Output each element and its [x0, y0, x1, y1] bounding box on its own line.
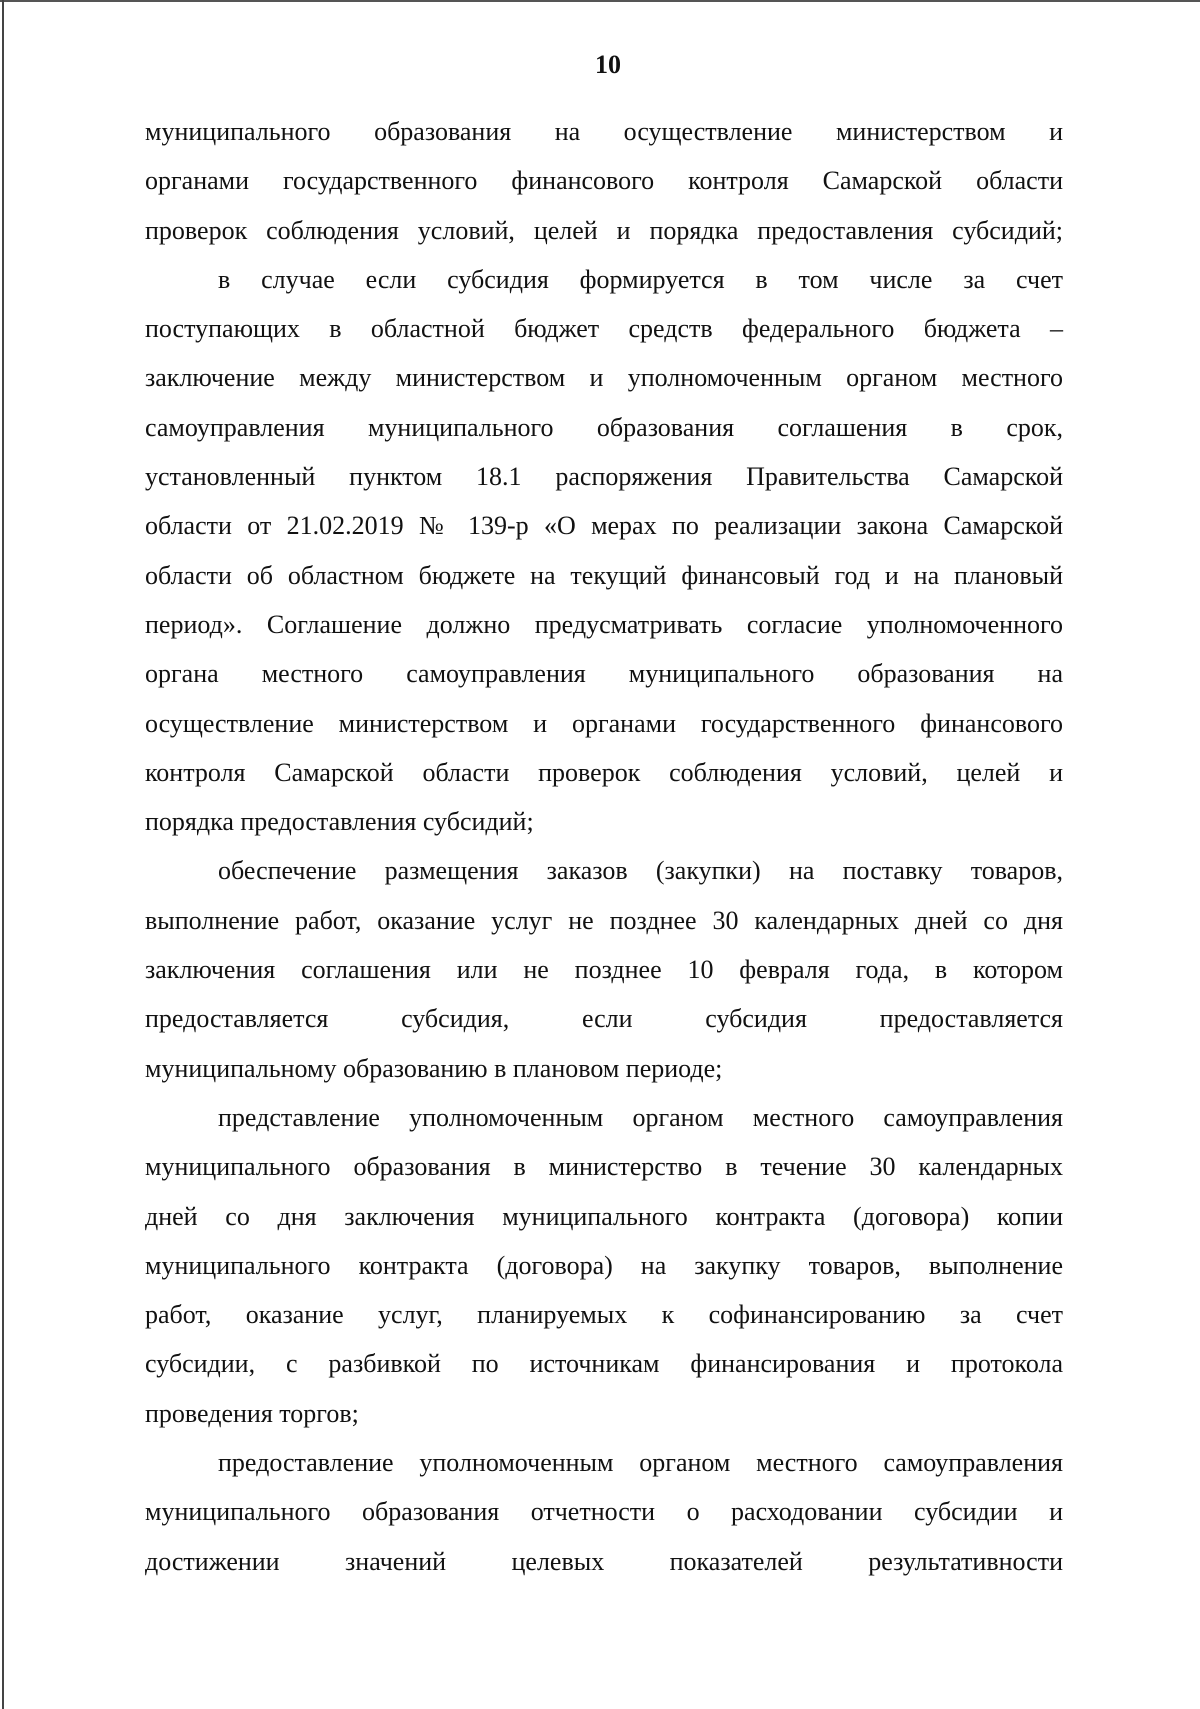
- text-line: заключения соглашения или не позднее 10 февраля года, в котором: [145, 955, 1063, 985]
- document-body: [145, 107, 1063, 1586]
- text-line: обеспечение размещения заказов (закупки) на поставку товаров,: [218, 856, 1063, 886]
- text-line: период». Соглашение должно предусматривать согласие уполномоченного: [145, 609, 1063, 639]
- text-line: органами государственного финансового контроля Самарской области: [145, 166, 1063, 196]
- text-line: органа местного самоуправления муниципального образования на: [145, 659, 1063, 689]
- text-line: представление уполномоченным органом местного самоуправления: [218, 1102, 1063, 1132]
- text-line: области от 21.02.2019 № 139-р «О мерах по реализации закона Самарской: [145, 511, 1063, 541]
- text-line: выполнение работ, оказание услуг не позднее 30 календарных дней со дня: [145, 905, 1063, 935]
- text-line: муниципального образования в министерство в течение 30 календарных: [145, 1152, 1063, 1182]
- text-line: установленный пунктом 18.1 распоряжения Правительства Самарской: [145, 462, 1063, 492]
- text-line: осуществление министерством и органами государственного финансового: [145, 708, 1063, 738]
- text-line: субсидии, с разбивкой по источникам финансирования и протокола: [145, 1349, 1063, 1379]
- text-line: предоставляется субсидия, если субсидия предоставляется: [145, 1004, 1063, 1034]
- text-line: порядка предоставления субсидий;: [145, 807, 534, 837]
- text-line: самоуправления муниципального образования соглашения в срок,: [145, 412, 1063, 442]
- text-line: муниципального образования на осуществление министерством и: [145, 117, 1063, 146]
- text-line: муниципальному образованию в плановом периоде;: [145, 1053, 723, 1083]
- text-line: в случае если субсидия формируется в том числе за счет: [218, 264, 1063, 294]
- text-line: муниципального образования отчетности о расходовании субсидии и: [145, 1497, 1063, 1527]
- text-line: дней со дня заключения муниципального контракта (договора) копии: [145, 1201, 1063, 1231]
- text-line: поступающих в областной бюджет средств федерального бюджета –: [145, 314, 1063, 344]
- text-line: заключение между министерством и уполномоченным органом местного: [145, 363, 1063, 393]
- scan-edge-left: [2, 0, 4, 1709]
- text-line: проведения торгов;: [145, 1398, 359, 1428]
- text-line: работ, оказание услуг, планируемых к софинансированию за счет: [145, 1300, 1063, 1330]
- text-line: контроля Самарской области проверок соблюдения условий, целей и: [145, 757, 1063, 787]
- text-line: предоставление уполномоченным органом местного самоуправления: [218, 1448, 1063, 1478]
- text-line: области об областном бюджете на текущий финансовый год и на плановый: [145, 560, 1063, 590]
- text-line: проверок соблюдения условий, целей и порядка предоставления субсидий;: [145, 215, 1063, 245]
- text-line: муниципального контракта (договора) на закупку товаров, выполнение: [145, 1250, 1063, 1280]
- text-line: достижении значений целевых показателей результативности: [145, 1546, 1063, 1576]
- scan-edge-top: [0, 0, 1200, 2]
- page-number: 10: [595, 50, 621, 79]
